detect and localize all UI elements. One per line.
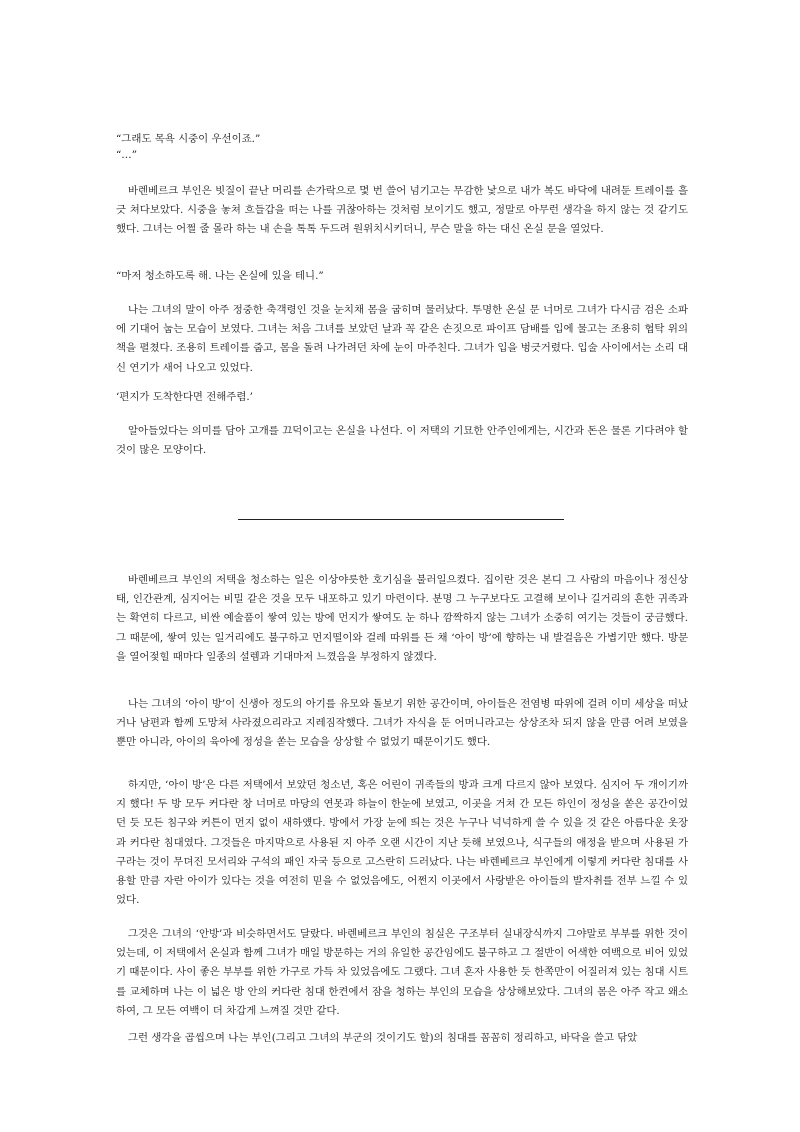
dialogue-line: “마저 청소하도록 해. 나는 온실에 있을 테니.” bbox=[116, 270, 324, 282]
paragraph: 바렌베르크 부인은 빗질이 끝난 머리를 손가락으로 몇 번 쓸어 넘기고는 무감한 낯으로 내가 복도 바닥에 내려둔 트레이를 흘긋 쳐다보았다. 시중을 놓쳐 흐들갑을 떠는 나를 귀찮아하는 것처럼 보이기도 했고, 정말로 아무런 생각을 하지 않는 것 같기도 했다. 그녀는 어쩔 줄 몰라 하는 내 손을 톡톡 두드려 원위치시키더니, 무슨 말을 하는 대신 온실 문을 열었다. bbox=[116, 185, 688, 236]
paragraph: 바렌베르크 부인의 저택을 청소하는 일은 이상야릇한 호기심을 불러일으켰다. 집이란 것은 본디 그 사람의 마음이나 정신상태, 인간관계, 심지어는 비밀 같은 것을 모두 내포하고 있기 마련이다. 분명 그 누구보다도 고결해 보이나 길거리의 흔한 귀족과는 확연히 다르고, 비싼 예술품이 쌓여 있는 방에 먼지가 쌓여도 눈 하나 깜짝하지 않는 그녀가 소중히 여기는 것들이 궁금했다. 그 때문에, 쌓여 있는 일거리에도 불구하고 먼지떨이와 걸레 따위를 든 채 ‘아이 방’에 향하는 내 발걸음은 가볍기만 했다. 방문을 열어젖힐 때마다 일종의 설렘과 기대마저 느꼈음을 부정하지 않겠다. bbox=[116, 574, 688, 663]
paragraph: 나는 그녀의 ‘아이 방’이 신생아 정도의 아기를 유모와 돌보기 위한 공간이며, 아이들은 전염병 따위에 걸려 이미 세상을 떠났거나 남편과 함께 도망쳐 사라졌으리라고 지레짐작했다. 그녀가 자식을 둔 어머니라고는 상상조차 되지 않을 만큼 어려 보였을 뿐만 아니라, 아이의 육아에 정성을 쏟는 모습을 상상할 수 없었기 때문이기도 했다. bbox=[116, 698, 688, 749]
paragraph: 알아들었다는 의미를 담아 고개를 끄덕이고는 온실을 나선다. 이 저택의 기묘한 안주인에게는, 시간과 돈은 물론 기다려야 할 것이 많은 모양이다. bbox=[116, 425, 688, 457]
paragraph: 나는 그녀의 말이 아주 정중한 축객령인 것을 눈치채 몸을 굽히며 물러났다. 투명한 온실 문 너머로 그녀가 다시금 검은 소파에 기대어 눕는 모습이 보였다. 그녀는 처음 그녀를 보았던 날과 꼭 같은 손짓으로 파이프 담배를 입에 물고는 조용히 협탁 위의 책을 펼쳤다. 조용히 트레이를 줍고, 몸을 돌려 나가려던 차에 눈이 마주친다. 그녀가 입을 벙긋거렸다. 입술 사이에서는 소리 대신 연기가 새어 나오고 있었다. bbox=[116, 304, 688, 374]
quote-line: ‘편지가 도착한다면 전해주렴.’ bbox=[116, 391, 253, 403]
dialogue-line: “…” bbox=[116, 149, 138, 161]
dialogue-line: “그래도 목욕 시중이 우선이죠.” bbox=[116, 133, 261, 145]
paragraph: 하지만, ‘아이 방’은 다른 저택에서 보았던 청소년, 혹은 어린이 귀족들의 방과 크게 다르지 않아 보였다. 심지어 두 개이기까지 했다! 두 방 모두 커다란 창 너머로 마당의 연못과 하늘이 한눈에 보였고, 이곳을 거쳐 간 모든 하인이 정성을 쏟은 공간이었던 듯 모든 침구와 커튼이 먼지 없이 새하얬다. 방에서 가장 눈에 띄는 것은 누구나 넉넉하게 쓸 수 있을 것 같은 아름다운 옷장과 커다란 침대였다. 그것들은 마지막으로 사용된 지 아주 오랜 시간이 지난 듯해 보였으나, 식구들의 애정을 받으며 사용된 가구라는 것이 무뎌진 모서리와 구석의 패인 자국 등으로 고스란히 드러났다. 나는 바렌베르크 부인에게 이렇게 커다란 침대를 사용할 만큼 자란 아이가 있다는 것을 여전히 믿을 수 없었음에도, 어쩐지 이곳에서 사랑받은 아이들의 발자취를 전부 느낄 수 있었다. bbox=[116, 779, 688, 907]
paragraph: 그런 생각을 곱씹으며 나는 부인(그리고 그녀의 부군의 것이기도 할)의 침대를 꼼꼼히 정리하고, 바닥을 쓸고 닦았 bbox=[128, 1032, 638, 1044]
section-divider bbox=[238, 519, 564, 520]
paragraph: 그것은 그녀의 ‘안방’과 비슷하면서도 달랐다. 바렌베르크 부인의 침실은 구조부터 실내장식까지 그야말로 부부를 위한 것이었는데, 이 저택에서 온실과 함께 그녀가 매일 방문하는 거의 유일한 공간임에도 불구하고 그 절반이 어색한 여백으로 비어 있었기 때문이다. 사이 좋은 부부를 위한 가구로 가득 차 있었음에도 그랬다. 그녀 혼자 사용한 듯 한쪽만이 어질러져 있는 침대 시트를 교체하며 나는 이 넓은 방 안의 커다란 침대 한켠에서 잠을 청하는 부인의 모습을 상상해보았다. 그녀의 몸은 아주 작고 왜소하여, 그 모든 여백이 더 차갑게 느껴질 것만 같다. bbox=[116, 928, 688, 1017]
